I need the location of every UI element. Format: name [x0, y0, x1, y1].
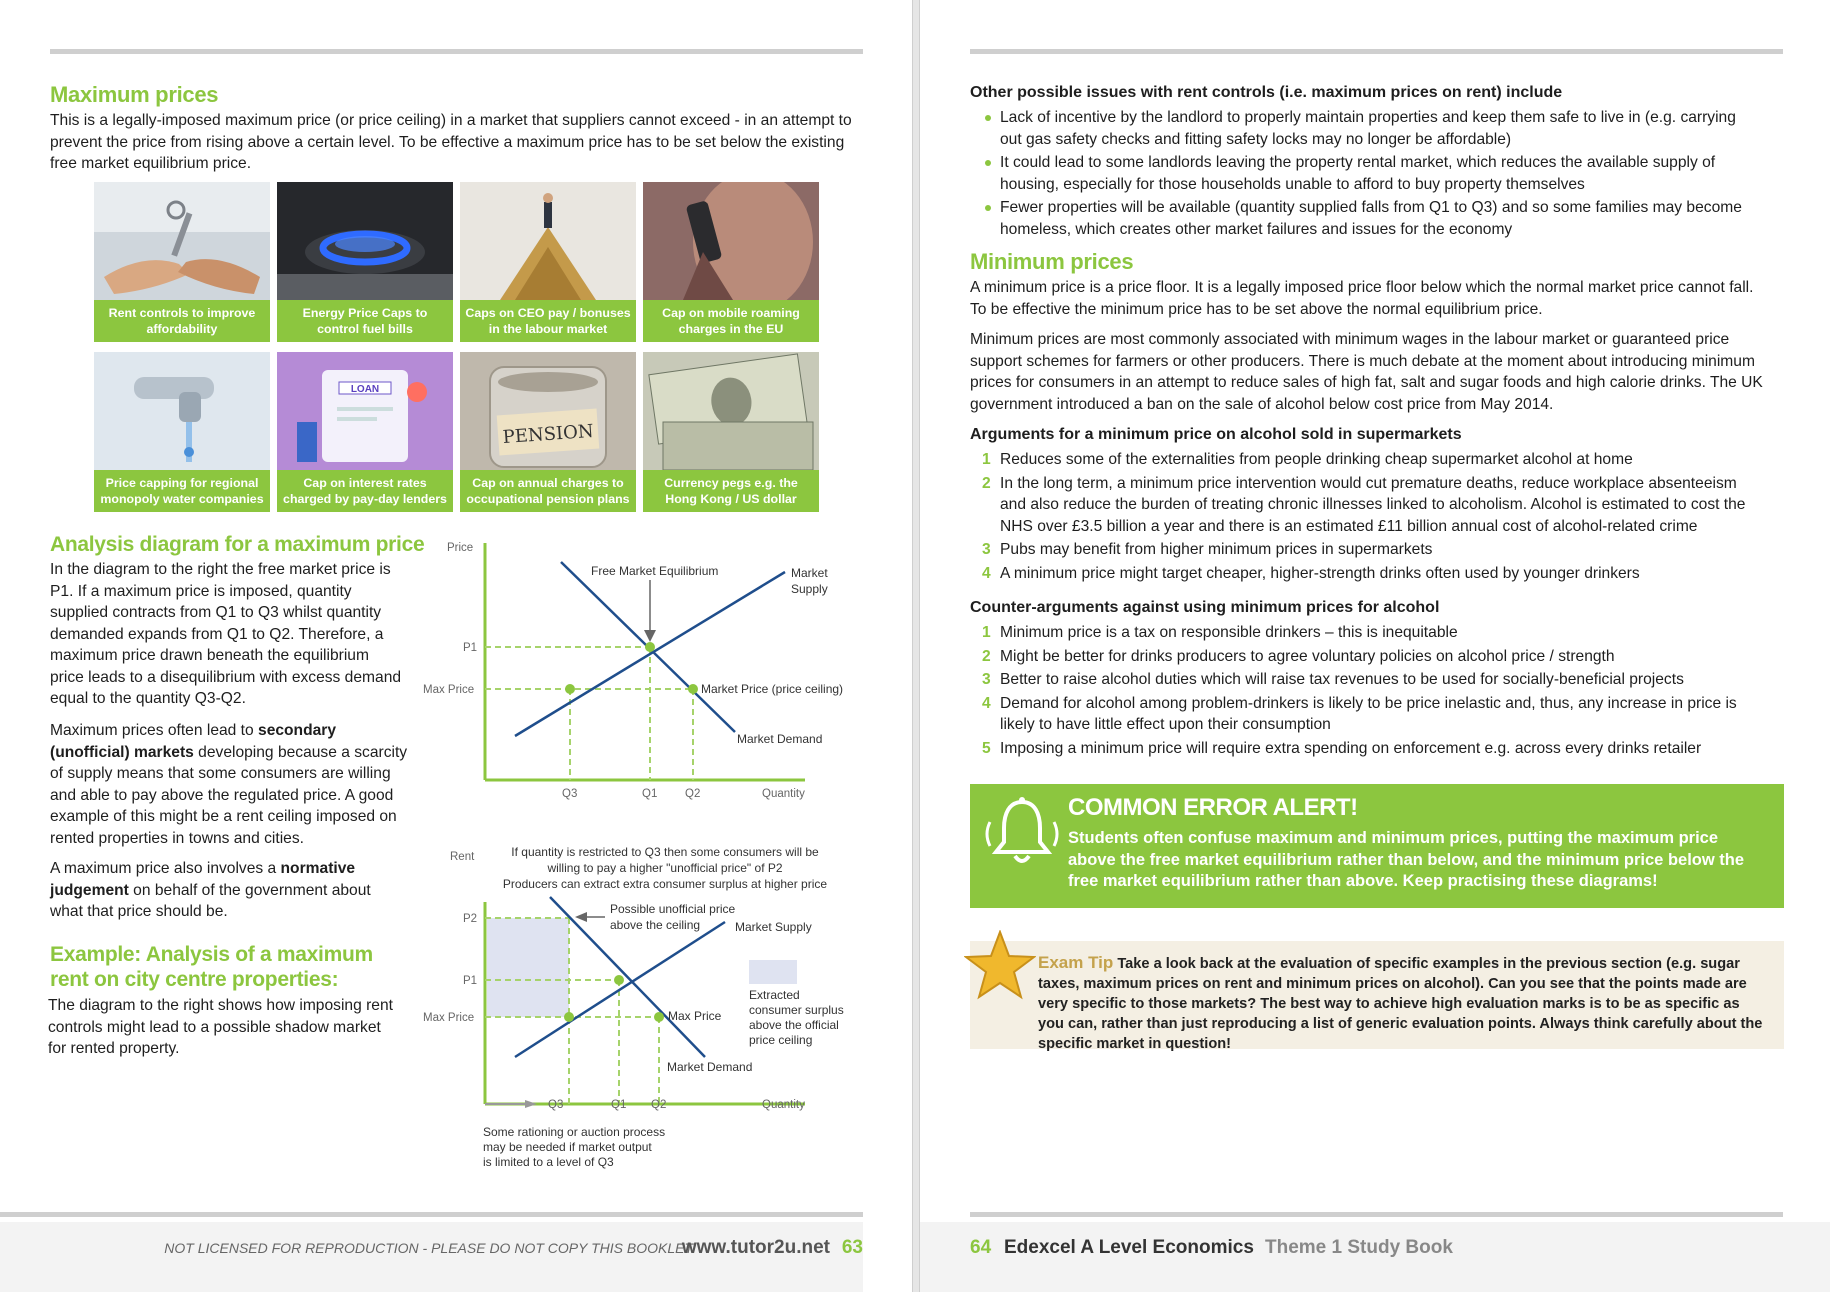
alert-body: Students often confuse maximum and minimum prices, putting the maximum price above the free market equilibrium rather than below, and the minimum price below the free market equilibrium rather than above. Keep practising these diagrams! [1068, 829, 1745, 890]
page-number: 64 [970, 1237, 992, 1258]
dollar-notes-photo [643, 352, 819, 470]
q2-label: Q2 [685, 788, 701, 800]
list-item-text: Lack of incentive by the landlord to properly maintain properties and keep them safe to live in (e.g. carrying out gas safety checks and fitting safety locks may no longer be affordable) [1000, 109, 1736, 148]
tile-payday [277, 352, 453, 512]
legend-swatch [749, 960, 797, 984]
coin-stack-photo [460, 182, 636, 300]
list-item [970, 738, 1760, 760]
min-prices-paragraph-2: Minimum prices are most commonly associated with minimum wages in the labour market or guaranteed price support schemes for farmers or other producers. There is much debate at the moment about introducing minimum prices for consumers in an attempt to reduce sales of high fat, salt and sugar foods and high calorie drinks. The UK government introduced a ban on the sale of alcohol below cost price from May 2014. [970, 331, 1763, 413]
max-price-label: Max Price [423, 684, 475, 696]
bold-term: secondary (unofficial) markets [50, 722, 337, 761]
footer-site-link[interactable]: www.tutor2u.net [681, 1237, 830, 1258]
footer-book-title: Edexcel A Level Economics [1004, 1237, 1254, 1258]
tile-ceo-pay [460, 182, 636, 342]
supply-label-2: Supply [791, 582, 828, 596]
p2-label: P2 [463, 913, 478, 925]
note-line-3: Producers can extract extra consumer surplus at higher price [502, 877, 828, 891]
tile-roaming [643, 182, 819, 342]
counter-arguments-heading: Counter-arguments against using minimum prices for alcohol [970, 599, 1440, 616]
q3-label: Q3 [562, 788, 578, 800]
svg-text:PENSION: PENSION [502, 420, 595, 449]
list-item [970, 107, 1760, 150]
ceiling-label: Market Price (price ceiling) [701, 682, 844, 696]
list-item [970, 473, 1760, 538]
star-icon [964, 930, 1036, 1000]
q2-point [688, 684, 698, 694]
analysis-paragraph-1: In the diagram to the right the free market price is P1. If a maximum price is imposed, quantity supplied contracts from Q1 to Q3 whilst quantity demanded expands from Q1 to Q2. Therefore, a maximum price drawn beneath the equilibrium price leads to a disequilibrium with excess demand equal to the quantity Q3-Q2. [50, 561, 402, 707]
list-item-text: Pubs may benefit from higher minimum prices in supermarkets [1000, 541, 1433, 558]
rent-issues-list [970, 107, 1760, 242]
footer-rule [0, 1212, 863, 1217]
list-number: 3 [982, 671, 991, 688]
note-line-1: If quantity is restricted to Q3 then some consumers will be [511, 845, 819, 859]
bullet-icon [985, 160, 991, 166]
tile-rent-controls [94, 182, 270, 342]
ration-line-3: is limited to a level of Q3 [483, 1155, 614, 1169]
bold-term: normative judgement [50, 860, 356, 899]
handshake-keys-photo [94, 182, 270, 300]
list-number: 3 [982, 541, 991, 558]
tile-caption: Cap on interest rates charged by pay-day lenders [277, 470, 453, 512]
rent-ceiling-diagram [415, 842, 855, 1172]
list-number: 5 [982, 739, 991, 757]
legend-line-1: Extracted [749, 988, 800, 1002]
x-axis-label: Quantity [762, 1099, 805, 1111]
max-price-marker-label: Max Price [668, 1009, 722, 1023]
alert-title: COMMON ERROR ALERT! [1068, 794, 1358, 821]
list-number: 2 [982, 474, 991, 492]
legend-line-4: price ceiling [749, 1033, 813, 1047]
list-item [970, 563, 1760, 585]
list-item [970, 539, 1760, 561]
q1-label: Q1 [611, 1099, 627, 1111]
max-prices-intro: This is a legally-imposed maximum price (or price ceiling) in a market that suppliers cannot exceed - in an attempt to prevent the price from rising above a certain level. To be effective a maximum price has to be set below the existing free market equilibrium price. [50, 112, 852, 172]
q3-point [565, 684, 575, 694]
p1-label: P1 [463, 975, 478, 987]
tile-caption: Cap on mobile roaming charges in the EU [643, 300, 819, 342]
footer-theme: Theme 1 Study Book [1265, 1237, 1453, 1258]
footer-bar [920, 1222, 1830, 1292]
rent-controls-heading: Other possible issues with rent controls (i.e. maximum prices on rent) include [970, 84, 1563, 101]
list-item-text: Minimum price is a tax on responsible drinkers – this is inequitable [1000, 624, 1458, 641]
y-axis-label: Rent [450, 851, 475, 863]
loan-illustration [277, 352, 453, 470]
list-item-text: In the long term, a minimum price intervention would cut premature deaths, reduce workplace absenteeism and also reduce the burden of treating chronic illnesses linked to alcoholism. Alcohol is estimated to cost the NHS over £3.5 billion a year and there is an estimated £11 billion annual cost of alcohol-related crime [1000, 474, 1746, 535]
min-prices-paragraph-1: A minimum price is a price floor. It is a legally imposed price floor below which the normal market price cannot fall. To be effective the minimum price has to be set above the normal equilibrium price. [970, 279, 1754, 318]
y-axis-label: Price [447, 542, 474, 554]
list-item-text: Better to raise alcohol duties which will raise tax revenues to be used for socially-beneficial projects [1000, 671, 1684, 688]
note-line-2: willing to pay a higher "unofficial price" of P2 [547, 861, 783, 875]
extracted-surplus-area [487, 918, 569, 1017]
tile-currency [643, 352, 819, 512]
analysis-paragraph-2 [50, 720, 410, 849]
list-number: 2 [982, 647, 991, 665]
arguments-list [970, 449, 1760, 586]
tile-caption: Price capping for regional monopoly water companies [94, 470, 270, 512]
max-prices-title: Maximum prices [50, 82, 219, 107]
list-item-text: Reduces some of the externalities from people drinking cheap supermarket alcohol at home [1000, 451, 1633, 468]
supply-label: Market Supply [735, 920, 812, 934]
phone-call-photo [643, 182, 819, 300]
list-number: 1 [982, 624, 991, 641]
list-item [970, 693, 1760, 736]
exam-tip-body: Take a look back at the evaluation of specific examples in the previous section (e.g. sugar taxes, maximum prices on rent and minimum prices on alcohol). Can you see that the points made are very specific to those markets? The best way to achieve high evaluation marks is to be as specific as you can, rather than just reproducing a list of generic evaluation points. Always think carefully about the specific market in question! [1038, 956, 1763, 1052]
bullet-icon [985, 205, 991, 211]
min-prices-title: Minimum prices [970, 249, 1134, 274]
arrow-head [575, 912, 587, 922]
ration-line-1: Some rationing or auction process [483, 1125, 666, 1139]
demand-label: Market Demand [737, 732, 823, 746]
example-title: Example: Analysis of a maximum rent on city centre properties: [50, 943, 373, 991]
list-number: 4 [982, 564, 991, 582]
svg-text:LOAN: LOAN [350, 384, 380, 395]
q3-label: Q3 [548, 1099, 564, 1111]
text-run: Maximum prices often lead to [50, 722, 259, 739]
list-item-text: Fewer properties will be available (quantity supplied falls from Q1 to Q3) and so some families may become homeless, which creates other market failures and issues for the economy [1000, 199, 1742, 238]
x-axis-label: Quantity [762, 788, 805, 800]
equilibrium-point [645, 642, 655, 652]
top-rule [970, 49, 1783, 54]
exam-tip-box [970, 941, 1784, 1052]
water-tap-photo [94, 352, 270, 470]
list-item-text: Imposing a minimum price will require extra spending on enforcement e.g. across every drinks retailer [1000, 739, 1702, 757]
top-rule [50, 49, 863, 54]
list-number: 4 [982, 694, 991, 712]
list-item [970, 449, 1760, 471]
list-item-text: Demand for alcohol among problem-drinkers is likely to be price inelastic and, thus, any increase in price is likely to have little effect upon their consumption [1000, 694, 1737, 733]
legend-line-2: consumer surplus [749, 1003, 844, 1017]
tile-caption: Currency pegs e.g. the Hong Kong / US dollar [643, 470, 819, 512]
counter-arguments-list [970, 622, 1760, 761]
tile-water [94, 352, 270, 512]
analysis-title: Analysis diagram for a maximum price [50, 533, 425, 556]
equilibrium-label: Free Market Equilibrium [591, 564, 719, 578]
footer-rule [970, 1212, 1783, 1217]
left-page [0, 0, 912, 1292]
list-item-text: A minimum price might target cheaper, higher-strength drinks often used by younger drinkers [1000, 564, 1640, 582]
exam-tip-label: Exam Tip [1038, 953, 1114, 972]
list-item [970, 622, 1760, 644]
text-run: developing because a scarcity of supply means that some consumers are willing and able to pay above the regulated price. A good example of this might be a rent ceiling imposed on rented properties in towns and cities. [50, 743, 408, 847]
tile-caption: Caps on CEO pay / bonuses in the labour market [460, 300, 636, 342]
example-body: The diagram to the right shows how imposing rent controls might lead to a possible shadow market for rented property. [48, 997, 393, 1057]
bell-icon [982, 794, 1062, 870]
analysis-paragraph-3 [50, 858, 390, 923]
right-page [920, 0, 1830, 1292]
q2-label: Q2 [651, 1099, 667, 1111]
tile-caption: Rent controls to improve affordability [94, 300, 270, 342]
q1-label: Q1 [642, 788, 658, 800]
unofficial-label-2: above the ceiling [610, 918, 701, 932]
tile-energy-caps [277, 182, 453, 342]
page-number: 63 [841, 1237, 863, 1258]
book-gutter [912, 0, 920, 1292]
list-item [970, 197, 1760, 240]
exam-tip-text [1038, 953, 1768, 1054]
maximum-price-diagram [415, 535, 855, 805]
footer-notice: NOT LICENSED FOR REPRODUCTION - PLEASE DO NOT COPY THIS BOOKLET [164, 1240, 693, 1256]
p1-label: P1 [463, 642, 478, 654]
ration-line-2: may be needed if market output [483, 1140, 652, 1154]
list-item [970, 646, 1760, 668]
q3-point [564, 1012, 574, 1022]
tile-caption: Cap on annual charges to occupational pension plans [460, 470, 636, 512]
list-item [970, 669, 1760, 691]
equilibrium-point [614, 975, 624, 985]
footer-bar [0, 1222, 863, 1292]
text-run: A maximum price also involves a [50, 860, 281, 877]
text-run: on behalf of the government about what that price should be. [50, 881, 371, 920]
q2-point [654, 1012, 664, 1022]
max-price-label: Max Price [423, 1012, 475, 1024]
supply-label-1: Market [791, 566, 828, 580]
list-item [970, 152, 1760, 195]
common-error-alert [970, 784, 1784, 908]
legend-line-3: above the official [749, 1018, 839, 1032]
arrow-head [644, 630, 656, 642]
bullet-icon [985, 115, 991, 121]
arguments-heading: Arguments for a minimum price on alcohol sold in supermarkets [970, 426, 1462, 443]
list-number: 1 [982, 451, 991, 468]
unofficial-label-1: Possible unofficial price [610, 902, 736, 916]
tile-pension [460, 352, 636, 512]
pension-jar-photo [460, 352, 636, 470]
demand-label: Market Demand [667, 1060, 753, 1074]
list-item-text: It could lead to some landlords leaving the property rental market, which reduces the available supply of housing, especially for those households unable to afford to buy property themselves [1000, 154, 1716, 193]
tile-caption: Energy Price Caps to control fuel bills [277, 300, 453, 342]
gas-flame-photo [277, 182, 453, 300]
list-item-text: Might be better for drinks producers to agree voluntary policies on alcohol price / strength [1000, 647, 1615, 665]
